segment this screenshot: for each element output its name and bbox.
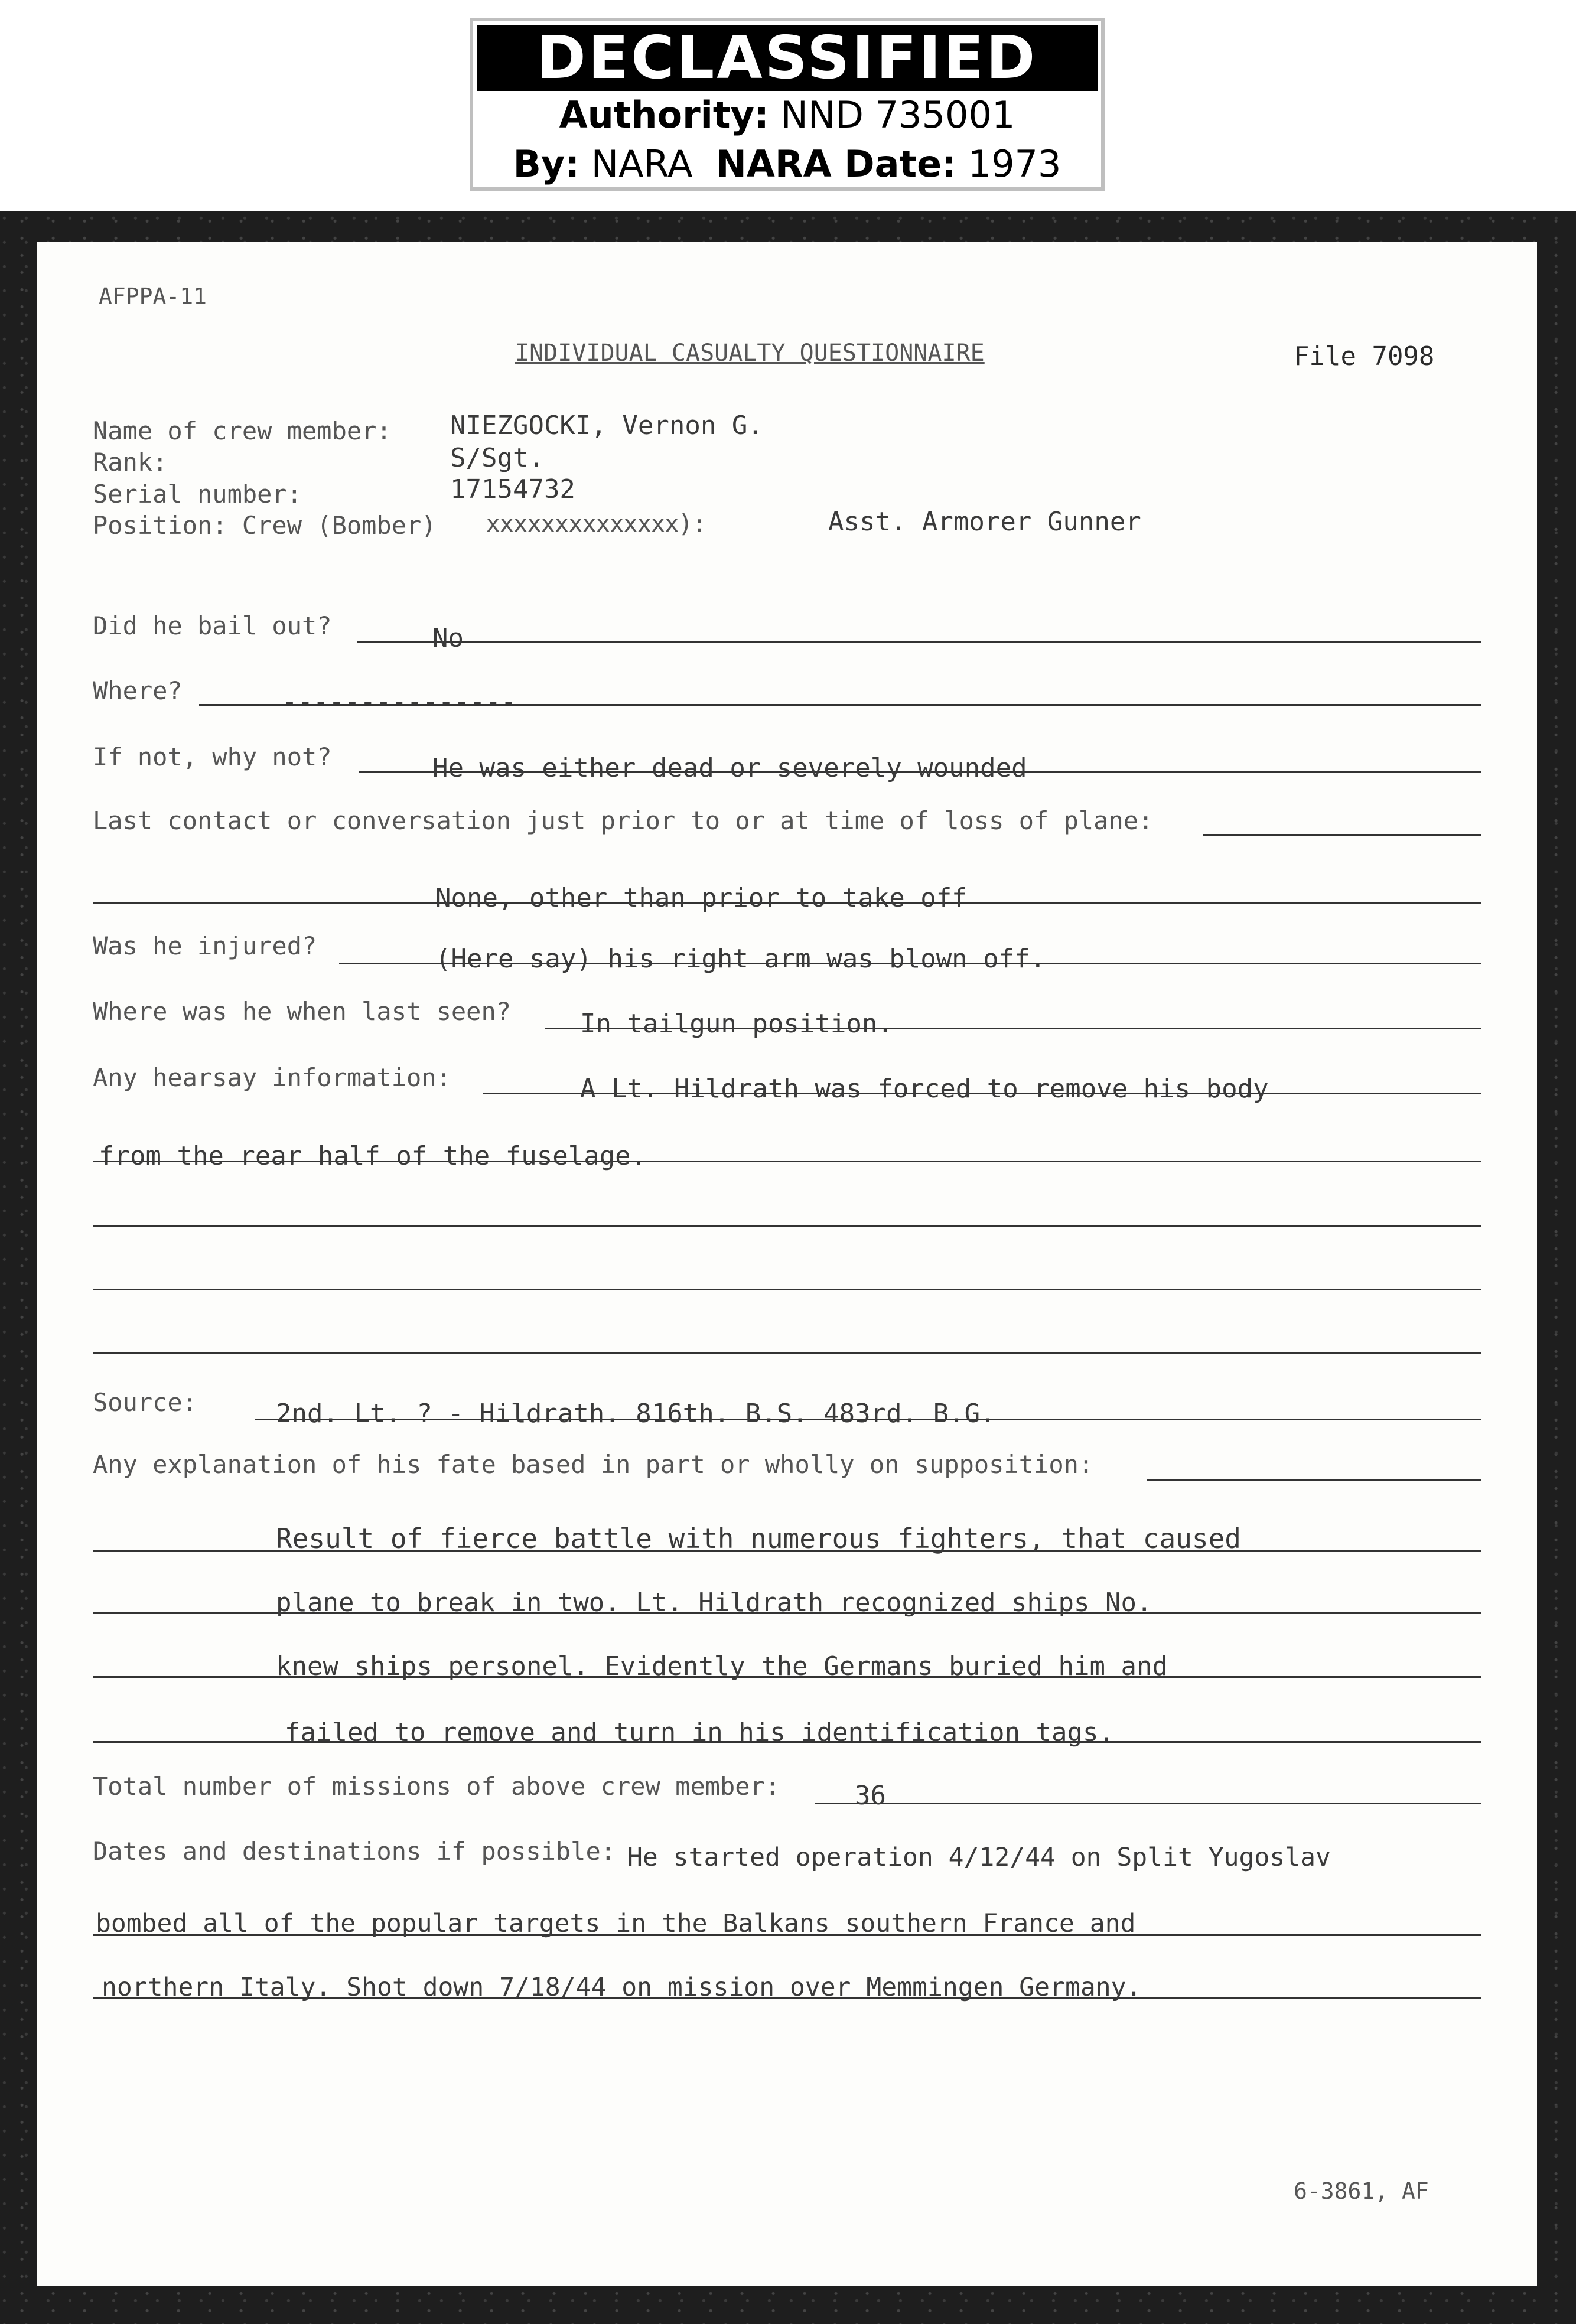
contact-value: None, other than prior to take off xyxy=(435,883,968,913)
explanation-rule-0 xyxy=(1147,1479,1481,1481)
seen-label: Where was he when last seen? xyxy=(93,997,512,1026)
missions-value: 36 xyxy=(855,1781,886,1811)
blank-rule-1 xyxy=(93,1225,1481,1227)
serial-label: Serial number: xyxy=(93,480,302,509)
explanation-line-1: Result of fierce battle with numerous fighters, that caused xyxy=(276,1523,1241,1554)
bail-label: Did he bail out? xyxy=(93,611,332,640)
explanation-line-2: plane to break in two. Lt. Hildrath recognized ships No. xyxy=(276,1588,1152,1618)
source-value: 2nd. Lt. ? - Hildrath. 816th. B.S. 483rd. B.G. xyxy=(276,1399,996,1429)
hearsay-label: Any hearsay information: xyxy=(93,1063,451,1092)
seen-value: In tailgun position. xyxy=(580,1009,893,1039)
position-label: Position: Crew (Bomber) xyxy=(93,511,437,540)
dates-line-2: bombed all of the popular targets in the Balkans southern France and xyxy=(96,1909,1136,1938)
dates-label: Dates and destinations if possible: xyxy=(93,1837,616,1866)
hearsay-line-1: A Lt. Hildrath was forced to remove his body xyxy=(580,1074,1269,1104)
missions-label: Total number of missions of above crew member: xyxy=(93,1772,780,1801)
name-label: Name of crew member: xyxy=(93,416,392,445)
dates-line-3: northern Italy. Shot down 7/18/44 on mission over Memmingen Germany. xyxy=(102,1973,1142,2002)
authority-line xyxy=(473,93,1101,136)
where-value: --------------- xyxy=(282,686,517,716)
source-label: Source: xyxy=(93,1388,198,1417)
serial-value: 17154732 xyxy=(450,474,575,504)
why-label: If not, why not? xyxy=(93,742,332,771)
nara-date-label: NARA Date: xyxy=(715,142,956,185)
injured-label: Was he injured? xyxy=(93,931,317,960)
file-number: File 7098 xyxy=(1294,341,1435,371)
explanation-line-4: failed to remove and turn in his identification tags. xyxy=(285,1717,1114,1748)
authority-value: NND 735001 xyxy=(780,93,1015,136)
declassified-title: DECLASSIFIED xyxy=(477,25,1098,91)
missions-rule xyxy=(815,1803,1481,1804)
injured-value: (Here say) his right arm was blown off. xyxy=(435,944,1046,974)
name-value: NIEZGOCKI, Vernon G. xyxy=(450,410,763,441)
where-label: Where? xyxy=(93,676,183,705)
authority-label: Authority: xyxy=(559,93,769,136)
form-title: INDIVIDUAL CASUALTY QUESTIONNAIRE xyxy=(515,340,985,367)
explanation-label: Any explanation of his fate based in part or wholly on supposition: xyxy=(93,1450,1094,1479)
bail-rule xyxy=(357,641,1481,643)
form-id: AFPPA-11 xyxy=(99,283,207,309)
hearsay-line-2: from the rear half of the fuselage. xyxy=(99,1141,647,1171)
form-footer-code: 6-3861, AF xyxy=(1294,2178,1429,2204)
dates-line-1: He started operation 4/12/44 on Split Yugoslav xyxy=(627,1843,1331,1872)
bail-value: No xyxy=(432,623,464,653)
struck-out-text: xxxxxxxxxxxxxx): xyxy=(486,509,706,538)
why-value: He was either dead or severely wounded xyxy=(432,753,1027,783)
by-line xyxy=(473,142,1101,185)
questionnaire-page xyxy=(37,242,1537,2286)
contact-label: Last contact or conversation just prior to or at time of loss of plane: xyxy=(93,806,1154,835)
declassified-stamp xyxy=(470,18,1105,191)
contact-rule-a xyxy=(1203,834,1481,836)
blank-rule-3 xyxy=(93,1352,1481,1354)
rank-value: S/Sgt. xyxy=(450,443,544,473)
explanation-line-3: knew ships personel. Evidently the Germans buried him and xyxy=(276,1651,1168,1681)
blank-rule-2 xyxy=(93,1289,1481,1290)
nara-date-value: 1973 xyxy=(968,142,1061,185)
position-value: Asst. Armorer Gunner xyxy=(828,507,1141,537)
by-value: NARA xyxy=(591,142,693,185)
rank-label: Rank: xyxy=(93,448,168,477)
by-label: By: xyxy=(513,142,580,185)
